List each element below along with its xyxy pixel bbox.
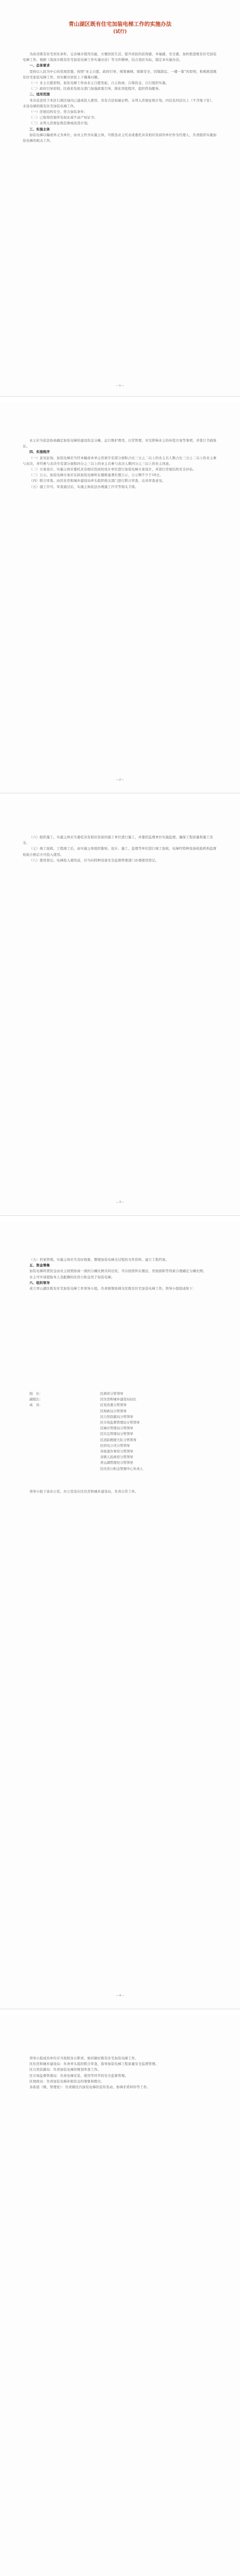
member-row — [23, 1426, 218, 1431]
member-role — [23, 1449, 100, 1454]
body-text — [23, 835, 218, 863]
member-row — [23, 1402, 218, 1408]
member-role — [23, 1426, 100, 1431]
paragraph: 业主可申请提取本人及配偶的住房公积金用于加装电梯。 — [29, 1275, 115, 1279]
member-name: 区供电公司分管领导 — [100, 1443, 130, 1448]
member-name: 各镇人民政府分管领导 — [100, 1455, 133, 1460]
paragraph: 区市场监督管理局：负责电梯安装、使用等环节的安全监督管理。 — [29, 2073, 129, 2078]
member-row — [23, 1397, 218, 1402]
document-page-2 — [0, 402, 240, 793]
member-row — [23, 1391, 218, 1397]
member-role — [23, 1460, 100, 1466]
document-page-1 — [0, 0, 240, 397]
member-name: 区应急管理局分管领导 — [100, 1432, 133, 1436]
page-number: —1— — [116, 384, 124, 387]
member-list — [23, 1391, 218, 1472]
paragraph: 本办法适用于本区行政区域内已建成投入使用、具有合法权属证明、未列入房屋征收计划、四层及四层以上（不含地下室）、未设电梯的既有住宅加装电梯工作。 — [23, 98, 215, 108]
paragraph: 领导小组下设办公室，办公室设在区住房和城乡建设局，负责日常工作。 — [29, 1489, 138, 1494]
member-role: 成 员： — [29, 1403, 43, 1408]
paragraph: 为改善既有住宅居住条件，完善城市使用功能，方便居民生活，提升居民的获得感、幸福感、安全感，加快推进既有住宅加装电梯工作，根据《南昌市既有住宅加装电梯工作实施办法》等文件精神，结合我区实际，制定本实施办法。 — [23, 52, 217, 62]
paragraph: （四）联合审查。由区住房和城乡建设局牵头组织相关部门进行联合审查，出具审查意见。 — [29, 479, 166, 483]
member-role — [23, 1431, 100, 1437]
member-role — [23, 1454, 100, 1460]
paragraph: 领导小组成员单位应当按照各自职责，协同做好既有住宅加装电梯工作。 — [29, 2056, 138, 2060]
paragraph: 区自然资源局：负责加装电梯的规划审查工作。 — [29, 2067, 101, 2072]
member-name: 青山湖管理处分管领导 — [100, 1461, 133, 1465]
member-row — [23, 1437, 218, 1443]
paragraph: （一）意见征询。加装电梯应当经本幢或本单元房屋专有部分面积占比三分之二以上的业主且人数占比三分之二以上的业主参与表决，并经参与表决专有部分面积四分之三以上的业主且参与表决人数四分之三以上的业主同意。 — [23, 455, 217, 466]
section-heading: 六、组织领导 — [29, 1280, 50, 1285]
paragraph: （三）未列入房屋征收范围或改造计划。 — [29, 121, 91, 126]
paragraph: （八）使用登记。电梯投入使用前，应当向特种设备安全监督管理部门办理使用登记。 — [29, 858, 159, 862]
member-row — [23, 1460, 218, 1466]
paragraph: 业主应当依法协商确定加装电梯的建设资金分摊、运行维护费用、日常管理、对受影响业主的补偿方案等事项，并签订书面协议。 — [23, 438, 217, 449]
paragraph: （一）房屋结构安全、符合加装条件； — [29, 110, 88, 114]
section-heading: 三、实施主体 — [29, 127, 50, 131]
member-row — [23, 1454, 218, 1460]
body-text — [23, 438, 218, 490]
paragraph: 坚持以人民为中心的发展思想，按照“业主自愿、政府引导、统筹兼顾、保障安全、因地制宜、一楼一策”的原则，积极推进既有住宅加装电梯工作，切实解决居民上下楼难问题。 — [23, 69, 217, 79]
member-row — [23, 1414, 218, 1420]
paragraph: 加装电梯所需资金由业主按照协商一致的分摊比例共同出资，可以按照所在楼层、房屋面积等因素合理确定分摊比例。 — [29, 1269, 206, 1274]
paragraph: 区财政局：负责加装电梯补助资金的筹集和拨付。 — [29, 2079, 104, 2083]
section-heading: 二、适用范围 — [29, 92, 50, 97]
paragraph: （三）公示。加装电梯方案应在拟加装电梯所在楼栋显著位置公示，公示期不少于10日。 — [29, 473, 163, 478]
paragraph: 加装电梯以幢或单元为单位，由业主作为实施主体，可推选业主代表或委托具有相应资质的单位作为代理人，负责组织实施加装电梯的相关工作。 — [23, 132, 217, 143]
member-row — [23, 1449, 218, 1454]
page-number: —2— — [116, 778, 124, 782]
section-heading: 五、资金筹集 — [29, 1263, 50, 1268]
paragraph: （二）已取得房屋所有权证或不动产权证书； — [29, 115, 98, 120]
document-page-4 — [0, 1221, 240, 2009]
body-text — [23, 52, 218, 144]
paragraph: 成立青山湖区既有住宅加装电梯工作领导小组，负责统筹协调全区既有住宅加装电梯工作。领导小组组成如下： — [29, 1286, 196, 1291]
member-name: 区市场监督管理局分管领导 — [100, 1420, 140, 1425]
paragraph: （二）政府引导原则。区政府及相关部门加强政策引导，简化审批程序，提供咨询服务。 — [29, 87, 163, 91]
member-row — [23, 1409, 218, 1414]
member-role — [23, 1420, 100, 1426]
member-role — [23, 1466, 100, 1472]
section-heading: 一、总体要求 — [29, 63, 50, 68]
member-role — [23, 1443, 100, 1449]
paragraph: 区住房和城乡建设局：负责牵头组织联合审查，指导加装电梯工程质量安全监督管理。 — [29, 2062, 159, 2066]
body-text — [23, 1489, 218, 1495]
paragraph: 各街道（镇、管理处）：负责辖区内加装电梯的宣传发动、协调矛盾纠纷等工作。 — [29, 2085, 151, 2090]
member-name: 区自然资源局分管领导 — [100, 1414, 133, 1419]
body-text — [23, 1257, 218, 1292]
document-title: 青山湖区既有住宅加装电梯工作的实施办法 — [68, 21, 172, 27]
paragraph: （一）业主自愿原则。加装电梯工作由业主自愿发起、自主协商、自筹资金、自行组织实施。 — [29, 81, 169, 86]
member-row — [23, 1420, 218, 1426]
body-text — [23, 2056, 218, 2090]
document-page-5 — [0, 2014, 240, 2576]
paragraph: （七）竣工验收。工程竣工后，由实施主体组织勘察、设计、施工、监理等单位进行竣工验收，电梯经特种设备检验机构监督检验合格后方可投入使用。 — [23, 846, 217, 857]
member-name: 区住房和城乡建设局局长 — [100, 1397, 137, 1402]
member-name: 各街道办事处分管领导 — [100, 1449, 133, 1454]
member-name: 区消防救援大队分管领导 — [100, 1437, 137, 1442]
page-number: —4— — [116, 1994, 124, 1997]
page-number: —3— — [116, 1200, 124, 1204]
section-heading: 四、实施程序 — [29, 450, 50, 454]
member-name: 区住房公积金管理中心负责人 — [100, 1466, 143, 1471]
page-title — [15, 21, 225, 36]
document-subtitle: (试行) — [113, 29, 127, 35]
member-row — [23, 1466, 218, 1472]
member-role — [23, 1437, 100, 1443]
member-row — [23, 1431, 218, 1437]
member-name: 区政府分管领导 — [100, 1392, 123, 1396]
member-row — [23, 1443, 218, 1449]
member-name: 区城市管理局分管领导 — [100, 1426, 133, 1431]
member-name: 区发改委分管领导 — [100, 1403, 127, 1408]
member-role — [23, 1409, 100, 1414]
member-role: 组 长： — [29, 1392, 43, 1396]
paragraph: （九）档案管理。实施主体应当及时收集、整理加装电梯全过程的文件资料，建立工程档案。 — [29, 1258, 169, 1262]
member-role: 副组长： — [29, 1397, 43, 1402]
paragraph: （六）组织施工。实施主体应当委托具有相应资质的施工单位进行施工，并委托监理单位实施监理，确保工程质量和施工安全。 — [23, 835, 213, 845]
member-role — [23, 1414, 100, 1420]
paragraph: （二）方案设计。实施主体应委托具有相应资质的设计单位进行加装电梯方案设计，并进行房屋结构安全评估。 — [29, 467, 196, 472]
document-page-3 — [0, 799, 240, 1216]
member-name: 区财政局分管领导 — [100, 1409, 127, 1413]
paragraph: （五）施工许可。审查通过后，实施主体依法办理施工许可等相关手续。 — [29, 484, 138, 489]
